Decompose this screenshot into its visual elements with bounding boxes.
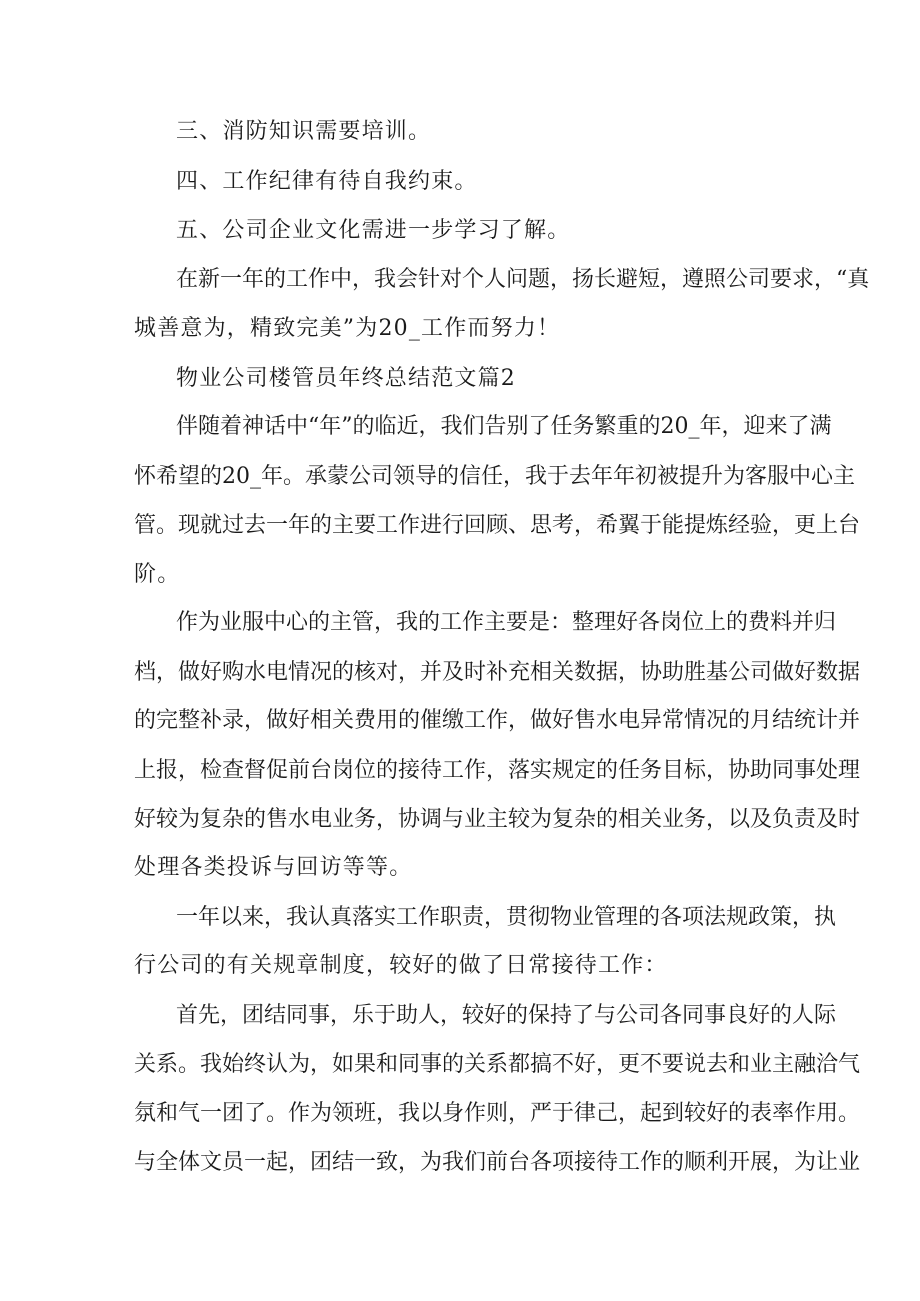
paragraph-line: 行公司的有关规章制度，较好的做了日常接待工作： [134, 953, 668, 978]
paragraph-line: 一年以来，我认真落实工作职责，贯彻物业管理的各项法规政策，执 [176, 905, 837, 930]
list-item-3: 三、消防知识需要培训。 [176, 119, 432, 144]
paragraph-line: 首先，团结同事，乐于助人，较好的保持了与公司各同事良好的人际 [176, 1003, 837, 1028]
paragraph-line: 伴随着神话中“年”的临近，我们告别了任务繁重的20_年，迎来了满 [176, 414, 832, 439]
list-item-4: 四、工作纪律有待自我约束。 [176, 169, 478, 194]
paragraph-line: 上报，检查督促前台岗位的接待工作，落实规定的任务目标，协助同事处理 [134, 758, 861, 783]
paragraph-line: 阶。 [134, 562, 181, 587]
paragraph-line: 怀希望的20_年。承蒙公司领导的信任，我于去年年初被提升为客服中心主 [134, 464, 855, 489]
paragraph-line: 关系。我始终认为，如果和同事的关系都搞不好，更不要说去和业主融洽气 [134, 1052, 861, 1077]
paragraph-line: 城善意为，精致完美”为20_工作而努力！ [134, 316, 561, 341]
list-item-5: 五、公司企业文化需进一步学习了解。 [176, 218, 571, 243]
paragraph-line: 档，做好购水电情况的核对，并及时补充相关数据，协助胜基公司做好数据 [134, 660, 861, 685]
paragraph-line: 好较为复杂的售水电业务，协调与业主较为复杂的相关业务，以及负责及时 [134, 807, 861, 832]
paragraph-line: 氛和气一团了。作为领班，我以身作则，严于律己，起到较好的表率作用。 [134, 1101, 861, 1126]
paragraph-line: 在新一年的工作中，我会针对个人问题，扬长避短，遵照公司要求，“真 [176, 267, 870, 292]
paragraph-line: 处理各类投诉与回访等等。 [134, 855, 413, 880]
paragraph-line: 与全体文员一起，团结一致，为我们前台各项接待工作的顺利开展，为让业 [134, 1150, 861, 1175]
paragraph-line: 作为业服中心的主管，我的工作主要是：整理好各岗位上的费料并归 [176, 610, 837, 635]
paragraph-line: 的完整补录，做好相关费用的催缴工作，做好售水电异常情况的月结统计并 [134, 708, 861, 733]
paragraph-line: 管。现就过去一年的主要工作进行回顾、思考，希翼于能提炼经验，更上台 [134, 513, 861, 538]
section-title: 物业公司楼管员年终总结范文篇2 [176, 366, 516, 391]
